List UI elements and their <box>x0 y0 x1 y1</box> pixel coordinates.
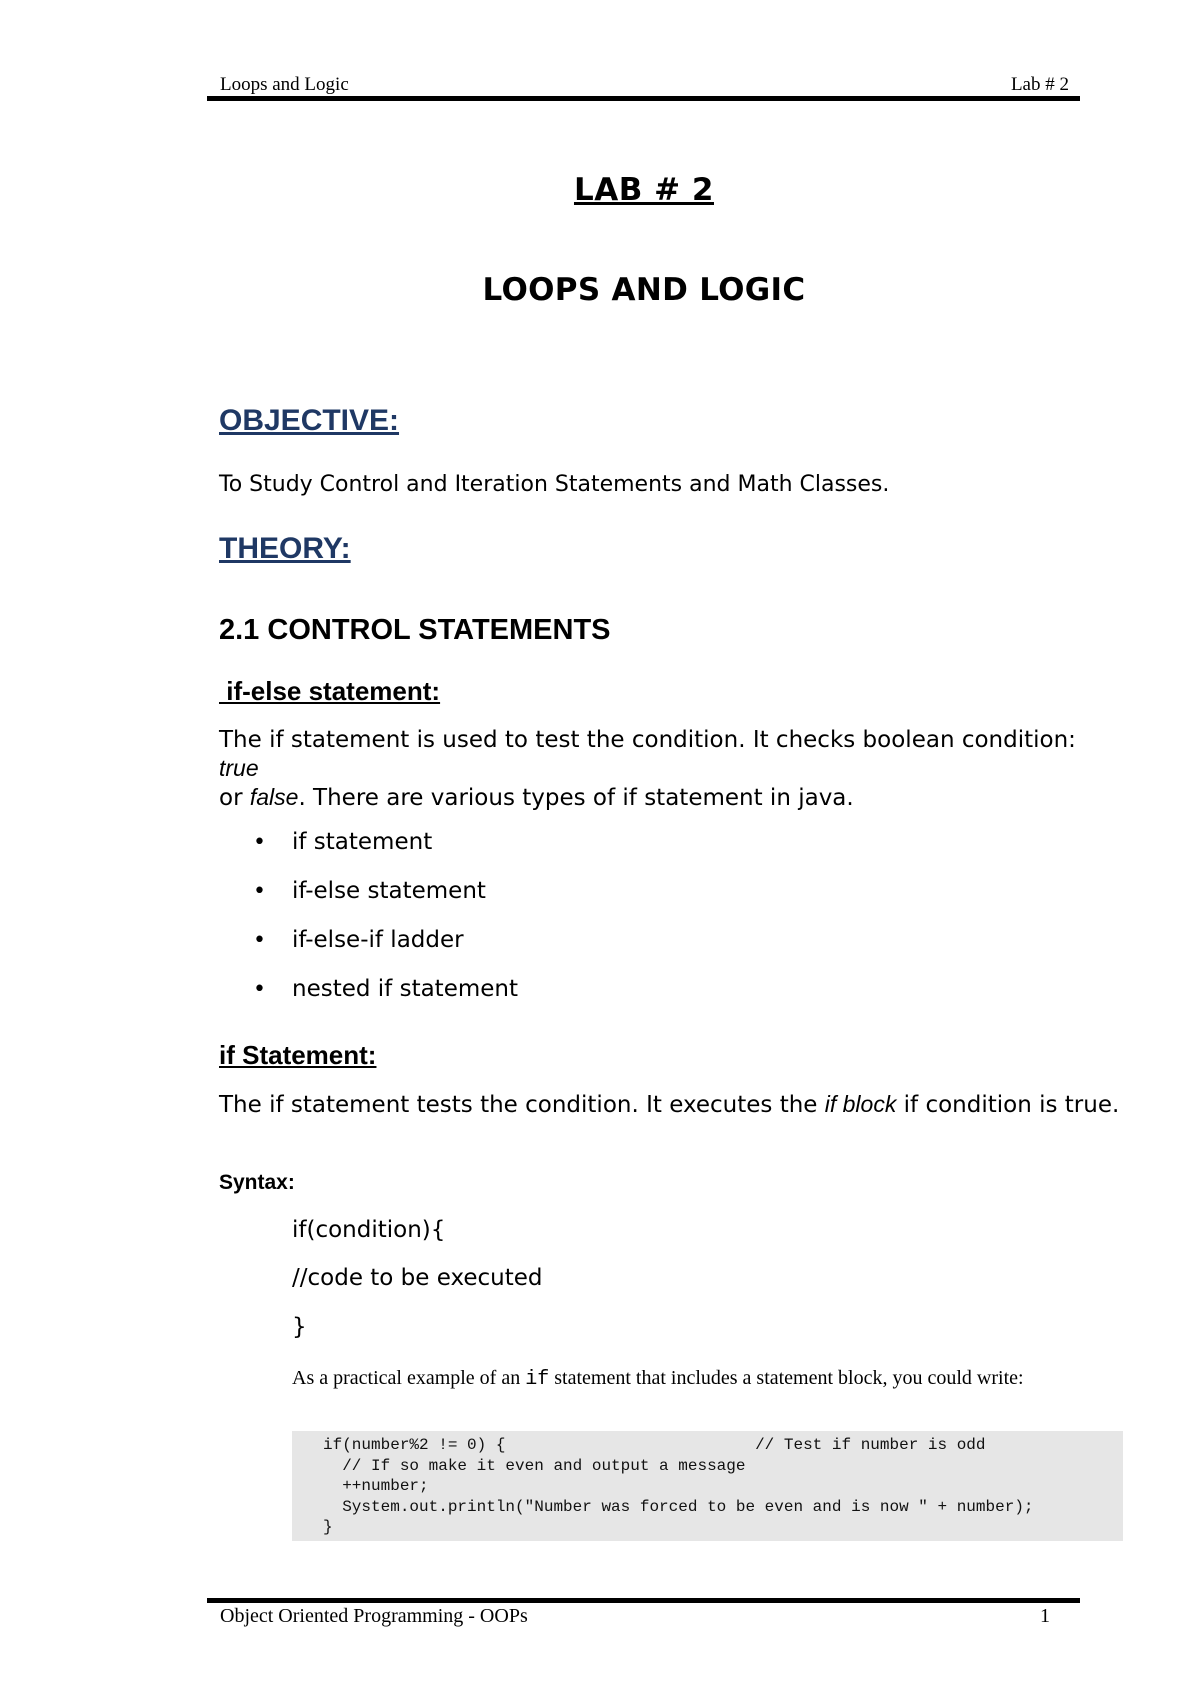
if-statement-paragraph <box>219 1090 1139 1119</box>
example-paragraph <box>292 1364 1052 1394</box>
footer-rule <box>207 1598 1080 1603</box>
syntax-line-3: } <box>292 1314 307 1340</box>
bullet-icon: • <box>253 977 266 1002</box>
objective-text: To Study Control and Iteration Statements and Math Classes. <box>219 472 890 497</box>
if-else-para-part3: . There are various types of if statement in java. <box>298 785 854 811</box>
if-statement-para-italic: if block <box>824 1091 897 1117</box>
example-part2: statement that includes a statement block, you could write: <box>549 1367 1024 1389</box>
theory-heading: THEORY: <box>219 532 351 565</box>
syntax-label: Syntax: <box>219 1171 295 1194</box>
header-rule <box>207 96 1080 101</box>
example-part1: As a practical example of an <box>292 1367 526 1389</box>
topic-title: LOOPS AND LOGIC <box>482 272 806 308</box>
if-statement-heading: if Statement: <box>219 1040 377 1070</box>
if-else-para-true: true <box>219 755 259 781</box>
section-2-1-heading: 2.1 CONTROL STATEMENTS <box>219 614 611 646</box>
if-types-list <box>219 828 518 1024</box>
if-else-heading: if-else statement: <box>219 676 441 706</box>
header-left-text: Loops and Logic <box>220 74 349 95</box>
if-else-para-part2: or <box>219 785 250 811</box>
if-else-para-false: false <box>249 784 299 810</box>
list-item <box>219 975 518 1024</box>
example-inline-code: if <box>525 1368 550 1391</box>
if-statement-para-part1: The if statement tests the condition. It executes the <box>219 1092 825 1118</box>
list-item <box>219 926 518 975</box>
lab-title: LAB # 2 <box>573 172 714 208</box>
bullet-icon: • <box>253 879 266 904</box>
list-item-text: nested if statement <box>292 976 519 1002</box>
code-block <box>292 1431 1123 1541</box>
list-item-text: if-else-if ladder <box>292 927 464 953</box>
list-item <box>219 877 518 926</box>
header-right-text: Lab # 2 <box>1010 74 1069 95</box>
list-item-text: if statement <box>292 829 433 855</box>
objective-heading: OBJECTIVE: <box>219 404 400 437</box>
code-block-text: if(number%2 != 0) { // Test if number is odd // If so make it even and output a message ++number; System.out.println("Number was forced to be even and is now " + number); } <box>323 1436 1034 1536</box>
list-item-text: if-else statement <box>292 878 486 904</box>
bullet-icon: • <box>253 928 266 953</box>
syntax-line-2: //code to be executed <box>292 1265 543 1291</box>
list-item <box>219 828 518 877</box>
syntax-line-1: if(condition){ <box>292 1217 446 1243</box>
if-else-paragraph <box>219 726 1139 812</box>
footer-left-text: Object Oriented Programming - OOPs <box>220 1605 528 1627</box>
if-statement-para-part2: if condition is true. <box>896 1092 1120 1118</box>
bullet-icon: • <box>253 830 266 855</box>
page-number: 1 <box>1040 1605 1050 1627</box>
if-else-para-part1: The if statement is used to test the condition. It checks boolean condition: <box>219 727 1076 753</box>
